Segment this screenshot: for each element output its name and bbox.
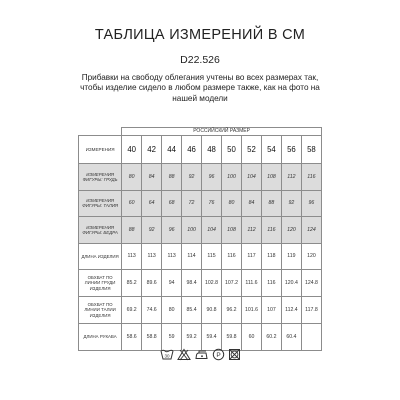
table-cell: 111.6 xyxy=(241,270,261,297)
table-cell: 107.2 xyxy=(222,270,242,297)
row-label: ИЗМЕРЕНИЯ ФИГУРЫ: ТАЛИЯ xyxy=(79,190,122,217)
table-cell: 101.6 xyxy=(241,297,261,324)
row-label: ДЛИНА РУКАВА xyxy=(79,324,122,351)
table-cell: 59 xyxy=(162,324,182,351)
table-cell: 88 xyxy=(162,164,182,191)
table-cell: 69.2 xyxy=(122,297,142,324)
table-cell: 112 xyxy=(241,217,261,244)
table-cell: 120.4 xyxy=(281,270,301,297)
row-label: ДЛИНА ИЗДЕЛИЯ xyxy=(79,243,122,270)
table-cell: 74.6 xyxy=(142,297,162,324)
wash-30-icon xyxy=(160,348,174,361)
table-cell: 92 xyxy=(182,164,202,191)
table-cell: 58.8 xyxy=(142,324,162,351)
sizes-row xyxy=(79,136,322,164)
table-cell: 115 xyxy=(202,243,222,270)
table-cell: 92 xyxy=(281,190,301,217)
row-label: ОБХВАТ ПО ЛИНИИ ТАЛИИ ИЗДЕЛИЯ xyxy=(79,297,122,324)
table-cell: 100 xyxy=(182,217,202,244)
table-cell: 60 xyxy=(122,190,142,217)
size-header: 58 xyxy=(301,136,321,164)
table-row xyxy=(79,243,322,270)
table-cell: 88 xyxy=(122,217,142,244)
measurements-header: ИЗМЕРЕНИЯ xyxy=(79,136,122,164)
table-cell: 60.2 xyxy=(261,324,281,351)
table-cell: 94 xyxy=(162,270,182,297)
table-cell: 96 xyxy=(162,217,182,244)
table-cell: 88 xyxy=(261,190,281,217)
product-code: D22.526 xyxy=(180,54,220,66)
svg-text:P: P xyxy=(215,351,221,359)
svg-text:30: 30 xyxy=(163,353,170,358)
size-header: 50 xyxy=(222,136,242,164)
iron-low-icon xyxy=(194,348,209,361)
table-cell: 108 xyxy=(261,164,281,191)
table-cell: 124.8 xyxy=(301,270,321,297)
table-cell: 120 xyxy=(301,243,321,270)
table-cell: 113 xyxy=(122,243,142,270)
table-cell: 116 xyxy=(222,243,242,270)
table-cell: 89.6 xyxy=(142,270,162,297)
table-cell: 116 xyxy=(301,164,321,191)
fit-note: Прибавки на свободу облегания учтены во всех размерах так, чтобы изделие сидело в любом размере также, как на фото на нашей модели xyxy=(80,73,320,103)
table-cell: 76 xyxy=(202,190,222,217)
table-cell: 114 xyxy=(182,243,202,270)
table-cell: 90.8 xyxy=(202,297,222,324)
table-cell: 102.8 xyxy=(202,270,222,297)
row-label: ОБХВАТ ПО ЛИНИИ ГРУДИ ИЗДЕЛИЯ xyxy=(79,270,122,297)
care-icons xyxy=(0,346,400,362)
size-header: 48 xyxy=(202,136,222,164)
table-cell: 59.4 xyxy=(202,324,222,351)
table-cell: 96 xyxy=(301,190,321,217)
size-header: 52 xyxy=(241,136,261,164)
table-cell: 85.2 xyxy=(122,270,142,297)
table-cell: 124 xyxy=(301,217,321,244)
table-cell: 64 xyxy=(142,190,162,217)
table-cell: 80 xyxy=(162,297,182,324)
table-cell: 104 xyxy=(241,164,261,191)
table-cell: 84 xyxy=(241,190,261,217)
table-cell: 104 xyxy=(202,217,222,244)
table-cell: 118 xyxy=(261,243,281,270)
table-cell: 112.4 xyxy=(281,297,301,324)
table-row xyxy=(79,190,322,217)
table-row xyxy=(79,270,322,297)
table-cell: 72 xyxy=(182,190,202,217)
table-cell: 98.4 xyxy=(182,270,202,297)
table-row xyxy=(79,297,322,324)
table-cell: 84 xyxy=(142,164,162,191)
table-cell: 116 xyxy=(261,270,281,297)
table-cell: 60 xyxy=(241,324,261,351)
table-cell: 59.2 xyxy=(182,324,202,351)
table-cell: 85.4 xyxy=(182,297,202,324)
table-cell: 113 xyxy=(162,243,182,270)
table-cell: 60.4 xyxy=(281,324,301,351)
table-cell: 92 xyxy=(142,217,162,244)
row-label: ИЗМЕРЕНИЯ ФИГУРЫ: ГРУДЬ xyxy=(79,164,122,191)
table-row xyxy=(79,164,322,191)
table-cell: 107 xyxy=(261,297,281,324)
size-header: 44 xyxy=(162,136,182,164)
table-cell: 113 xyxy=(142,243,162,270)
table-corner xyxy=(79,128,122,136)
size-header: 54 xyxy=(261,136,281,164)
size-table xyxy=(78,127,322,351)
table-cell: 116 xyxy=(261,217,281,244)
table-cell: 68 xyxy=(162,190,182,217)
row-label: ИЗМЕРЕНИЯ ФИГУРЫ: БЕДРА xyxy=(79,217,122,244)
table-cell: 96.2 xyxy=(222,297,242,324)
table-cell: 117.8 xyxy=(301,297,321,324)
size-header: 56 xyxy=(281,136,301,164)
size-header: 40 xyxy=(122,136,142,164)
table-body xyxy=(79,164,322,351)
table-cell: 120 xyxy=(281,217,301,244)
table-cell: 100 xyxy=(222,164,242,191)
dry-clean-p-icon xyxy=(212,348,225,361)
table-cell: 59.8 xyxy=(222,324,242,351)
table-row xyxy=(79,217,322,244)
table-cell: 96 xyxy=(202,164,222,191)
table-cell: 58.6 xyxy=(122,324,142,351)
table-cell: 119 xyxy=(281,243,301,270)
size-header: 42 xyxy=(142,136,162,164)
table-cell: 108 xyxy=(222,217,242,244)
size-header: 46 xyxy=(182,136,202,164)
page-title: ТАБЛИЦА ИЗМЕРЕНИЙ В СМ xyxy=(94,27,306,43)
table-cell: 112 xyxy=(281,164,301,191)
no-tumble-dry-icon xyxy=(228,348,241,361)
table-cell: 80 xyxy=(222,190,242,217)
no-bleach-icon xyxy=(177,348,191,361)
region-header: РОССИЙСКИЙ РАЗМЕР xyxy=(122,128,322,136)
table-cell: 117 xyxy=(241,243,261,270)
table-cell: 80 xyxy=(122,164,142,191)
